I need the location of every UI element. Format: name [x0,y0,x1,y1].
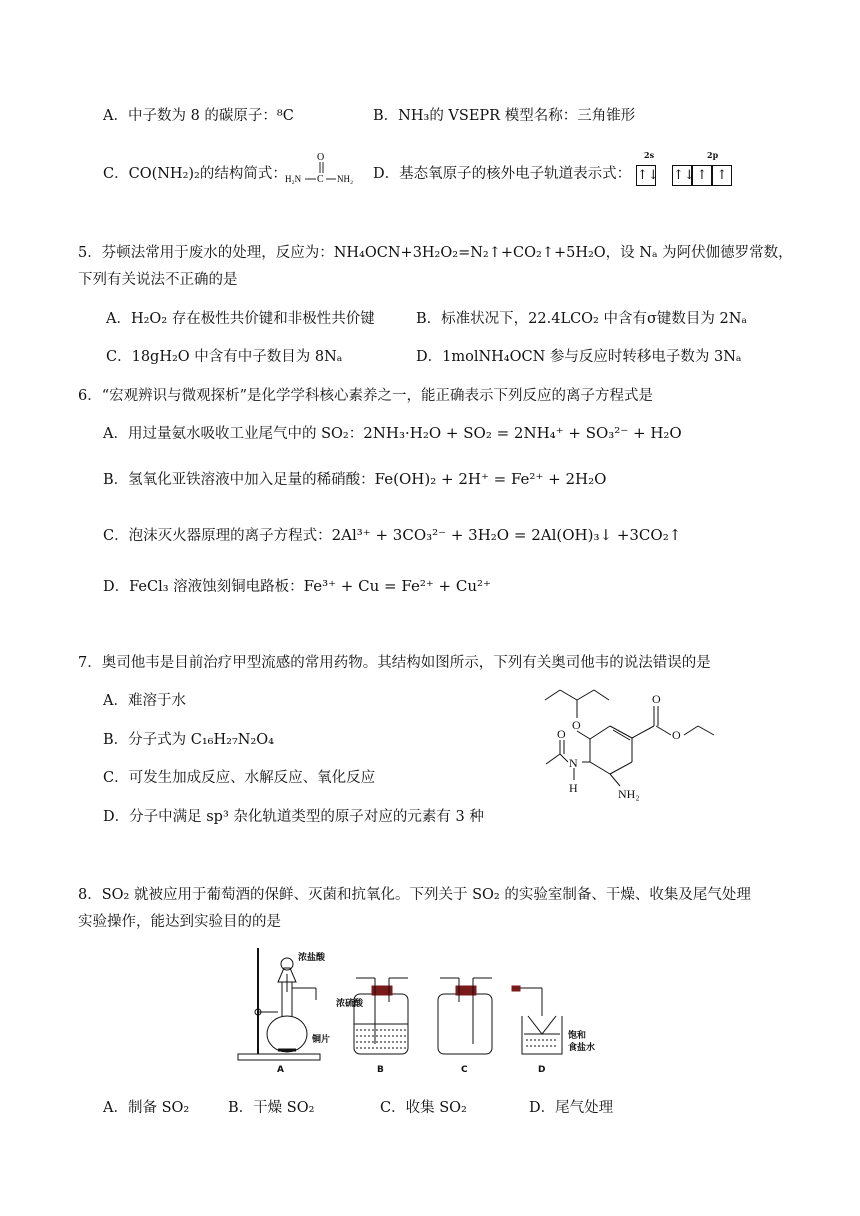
q4-option-c [103,162,287,183]
q6-option-a-text: A．用过量氨水吸收工业尾气中的 SO₂： [103,426,364,442]
fig-label-nacl-2: 食盐水 [568,1043,596,1053]
orbital-diagram [636,150,756,191]
q6-option-b-equation: Fe(OH)₂ + 2H⁺ = Fe²⁺ + 2H₂O [374,470,607,488]
q6-option-b-text: B．氢氧化亚铁溶液中加入足量的稀硝酸： [103,472,375,488]
q6-option-c-text: C．泡沫灭火器原理的离子方程式： [103,528,332,544]
q5-option-a: A．H₂O₂ 存在极性共价键和非极性共价键 [106,311,375,327]
q8-option-d: D．尾气处理 [529,1100,614,1116]
q7-option-b: B．分子式为 C₁₆H₂₇N₂O₄ [103,732,274,748]
fig-label-nacl-1: 饱和 [568,1031,587,1041]
q8-stem-line1: 8．SO₂ 就被应用于葡萄酒的保鲜、灭菌和抗氧化。下列关于 SO₂ 的实验室制备、干燥、收集及尾气处理 [78,887,751,903]
fig-label-hcl: 浓盐酸 [298,953,326,963]
q4-option-d: D．基态氧原子的核外电子轨道表示式： [373,166,632,182]
q7-option-d: D．分子中满足 sp³ 杂化轨道类型的原子对应的元素有 3 种 [103,809,484,825]
orbital-box-2s: ↑↓ [636,165,656,186]
q5-option-d: D．1molNH₄OCN 参与反应时转移电子数为 3Nₐ [416,349,742,365]
q4-option-b-formula: NH₃ [398,108,430,124]
q5-option-b: B．标准状况下，22.4LCO₂ 中含有σ键数目为 2Nₐ [416,311,747,327]
urea-o: O [317,152,325,163]
q4-option-c-text: 的结构简式： [199,166,287,182]
label-o-ester: O [672,728,681,742]
q8-option-b: B．干燥 SO₂ [228,1100,315,1116]
q4-option-a-formula: ⁸C [276,108,294,124]
q5-option-c: C．18gH₂O 中含有中子数目为 8Nₐ [106,349,343,365]
fig-label-cu: 铜片 [312,1035,331,1045]
orbital-label-2p: 2p [707,150,719,160]
q5-stem-line1: 5．芬顿法常用于废水的处理，反应为：NH₄OCN+3H₂O₂=N₂↑+CO₂↑+5H₂O，设 Nₐ 为阿伏伽德罗常数， [78,245,793,261]
fig-label-c: C [461,1065,468,1075]
urea-right: NH₂ [337,174,354,184]
label-o-amide: O [557,727,566,741]
q8-option-a: A．制备 SO₂ [103,1100,190,1116]
q4-option-b-letter: B． [373,108,399,124]
q4-option-b-text: 的 VSEPR 模型名称：三角锥形 [429,108,636,124]
fig-label-h2so4: 浓硫酸 [336,999,364,1009]
label-o-carbonyl: O [652,692,661,706]
q6-option-c [103,524,681,545]
orbital-label-2s: 2s [644,150,655,160]
orbital-box-2p-2: ↑ [692,165,712,186]
q6-option-b [103,468,606,489]
label-o-ether: O [572,718,581,732]
q6-option-d-equation: Fe³⁺ + Cu = Fe²⁺ + Cu²⁺ [303,577,491,595]
apparatus-figure [232,942,612,1077]
fig-label-b: B [377,1065,384,1075]
q6-option-c-equation: 2Al³⁺ + 3CO₃²⁻ + 3H₂O = 2Al(OH)₃↓ +3CO₂↑ [331,526,682,544]
fig-label-a: A [277,1065,284,1075]
label-n-amide: N [569,756,578,770]
q4-option-c-letter: C． [103,166,129,182]
urea-c: C [317,174,324,185]
q6-option-d-text: D．FeCl₃ 溶液蚀刻铜电路板： [103,579,304,595]
fig-label-d: D [538,1065,546,1075]
q6-option-d [103,575,491,596]
orbital-box-2p-3: ↑ [712,165,732,186]
q7-option-c: C．可发生加成反应、水解反应、氧化反应 [103,770,376,786]
q6-stem: 6．“宏观辨识与微观探析”是化学学科核心素养之一，能正确表示下列反应的离子方程式是 [78,388,654,404]
q4-option-b [373,104,635,125]
orbital-box-2p-1: ↑↓ [672,165,692,186]
q5-stem-line2: 下列有关说法不正确的是 [78,272,238,288]
urea-structure [283,148,363,188]
label-h-amide: H [569,781,578,795]
q8-option-c: C．收集 SO₂ [380,1100,467,1116]
q8-stem-line2: 实验操作，能达到实验目的的是 [78,914,281,930]
q6-option-a [103,422,682,443]
q4-option-c-formula: CO(NH₂)₂ [128,166,200,182]
q7-option-a: A．难溶于水 [103,693,186,709]
label-nh2: NH₂ [618,787,640,801]
q7-stem: 7．奥司他韦是目前治疗甲型流感的常用药物。其结构如图所示，下列有关奥司他韦的说法错误的是 [78,655,711,671]
q6-option-a-equation: 2NH₃·H₂O + SO₂ = 2NH₄⁺ + SO₃²⁻ + H₂O [363,424,682,442]
q4-option-a [103,104,294,125]
q4-option-a-text: A．中子数为 8 的碳原子： [103,108,277,124]
urea-left: H₂N [285,174,302,184]
oseltamivir-structure [540,678,730,808]
